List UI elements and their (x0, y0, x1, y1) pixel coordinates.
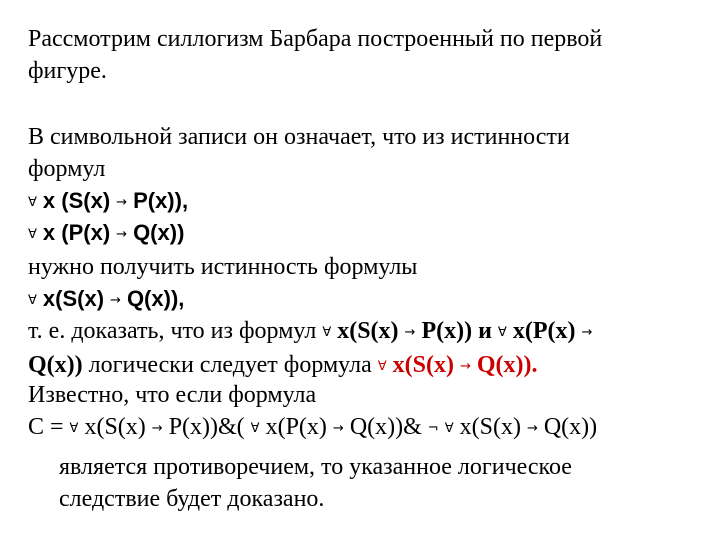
formula-part: x(S(x) (42, 286, 105, 311)
formula-1 (28, 186, 188, 218)
highlighted-formula-part: x(S(x) (392, 352, 454, 378)
arrow-symbol: → (581, 325, 593, 340)
text-line (28, 350, 538, 382)
formula-part: x (P(x) (42, 220, 111, 245)
formula-c (28, 412, 597, 444)
text-line: Рассмотрим силлогизм Барбара построенный по первой (28, 26, 603, 52)
text-line: В символьной записи он означает, что из истинности (28, 124, 570, 150)
text-line: фигуре. (28, 58, 107, 84)
text-line: Известно, что если формула (28, 382, 317, 408)
formula-part: P(x)), (133, 188, 189, 213)
formula-part: x(S(x) (459, 414, 521, 440)
forall-symbol: ∀ (377, 359, 387, 374)
formula-part: Q(x)) (543, 414, 598, 440)
arrow-symbol: → (151, 421, 163, 436)
formula-part: x(S(x) (84, 414, 146, 440)
arrow-symbol: → (110, 293, 121, 308)
formula-part: x(S(x) (337, 318, 399, 344)
formula-part: P(x))&( (168, 414, 245, 440)
text-line: нужно получить истинность формулы (28, 254, 418, 280)
text-part: т. е. доказать, что из формул (28, 318, 317, 344)
arrow-symbol: → (116, 195, 128, 210)
text-line (28, 316, 592, 348)
arrow-symbol: → (404, 325, 416, 340)
forall-symbol: ∀ (444, 421, 454, 436)
formula-part: Q(x)) (28, 352, 83, 378)
forall-symbol: ∀ (28, 293, 37, 308)
text-line: следствие будет доказано. (59, 486, 325, 512)
formula-part: P(x)) и (421, 318, 492, 344)
forall-symbol: ∀ (28, 195, 37, 210)
highlighted-formula-part: Q(x)). (476, 352, 538, 378)
formula-part: Q(x)) (133, 220, 185, 245)
forall-symbol: ∀ (250, 421, 260, 436)
arrow-symbol: → (332, 421, 344, 436)
formula-part: x(P(x) (265, 414, 327, 440)
forall-symbol: ∀ (69, 421, 79, 436)
formula-part: x (S(x) (42, 188, 111, 213)
formula-2 (28, 218, 184, 250)
forall-symbol: ∀ (322, 325, 332, 340)
text-line: является противоречием, то указанное логическое (59, 454, 572, 480)
arrow-symbol: → (526, 421, 538, 436)
formula-part: Q(x)), (126, 286, 185, 311)
formula-part: x(P(x) (512, 318, 576, 344)
forall-symbol: ∀ (28, 227, 37, 242)
forall-symbol: ∀ (497, 325, 507, 340)
arrow-symbol: → (116, 227, 128, 242)
formula-3 (28, 284, 184, 316)
arrow-symbol: → (459, 359, 471, 374)
text-part: логически следует формула (88, 352, 372, 378)
formula-part: Q(x))& (349, 414, 422, 440)
formula-part: C = (28, 414, 64, 440)
text-line: формул (28, 156, 106, 182)
negation-symbol: ¬ (427, 421, 439, 436)
